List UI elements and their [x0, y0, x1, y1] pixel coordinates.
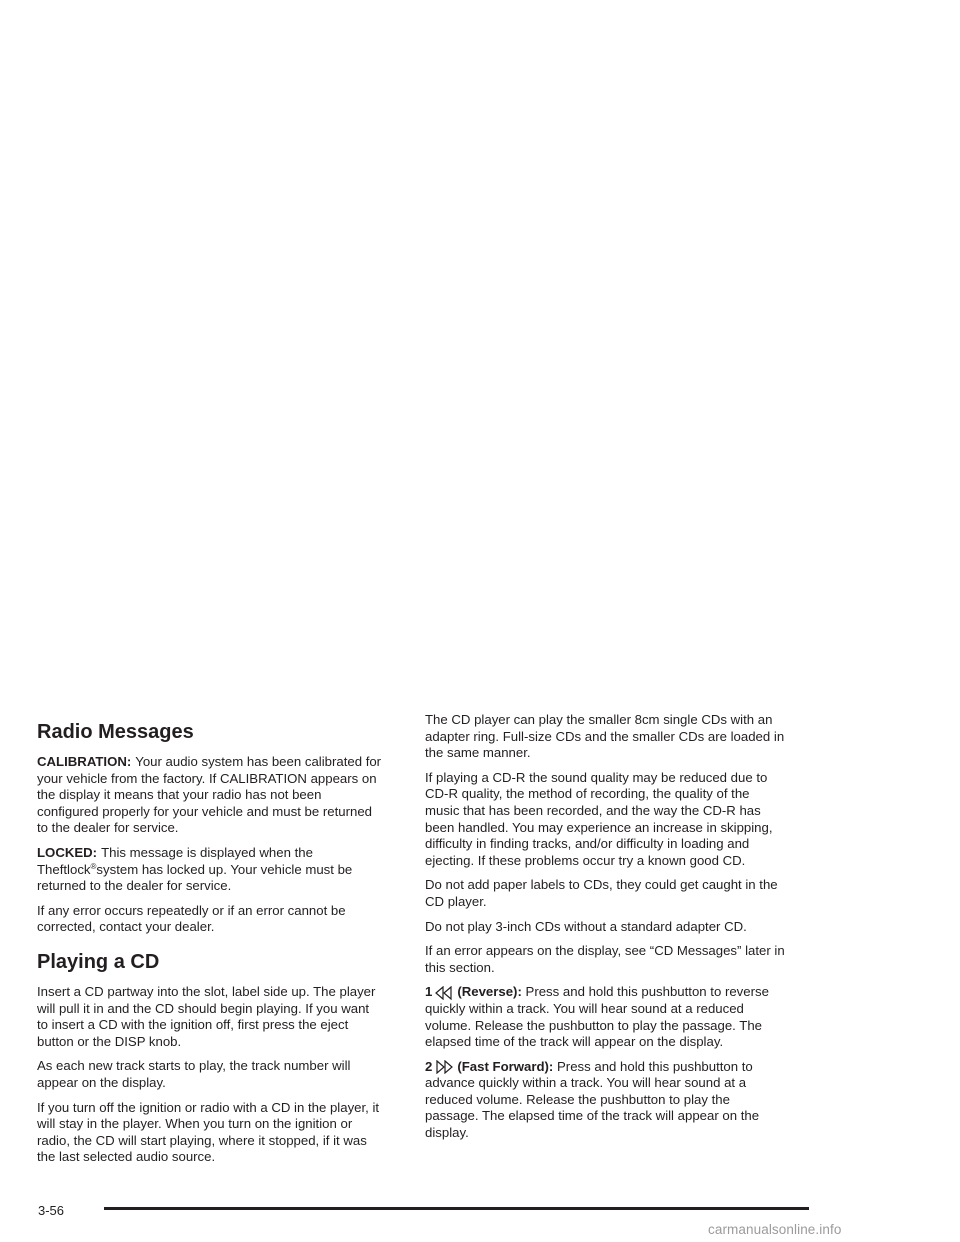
- reverse-control: [425, 984, 522, 1001]
- track-number-paragraph: As each new track starts to play, the track number will appear on the display.: [37, 1058, 351, 1090]
- fast-forward-label: (Fast Forward):: [457, 1058, 554, 1074]
- left-column: [37, 712, 382, 1174]
- playing-cd-heading: Playing a CD: [37, 950, 160, 973]
- locked-text-after: system has locked up. Your vehicle must be returned to the dealer for service.: [37, 861, 353, 894]
- locked-text-before: This message is displayed when the Theftlock: [37, 844, 313, 877]
- calibration-paragraph: [37, 754, 382, 837]
- reverse-label: (Reverse):: [457, 984, 522, 1000]
- registered-mark: ®: [90, 861, 97, 871]
- reverse-icon: [435, 986, 453, 1000]
- reverse-number: 1: [425, 984, 433, 1000]
- fast-forward-number: 2: [425, 1058, 433, 1074]
- page-number: 3-56: [38, 1203, 65, 1218]
- watermark: carmanualsonline.info: [708, 1222, 842, 1237]
- footer-rule: [104, 1207, 809, 1210]
- fast-forward-paragraph: [425, 1059, 785, 1142]
- fast-forward-icon: [435, 1060, 453, 1074]
- right-column: [425, 712, 785, 1150]
- ignition-off-paragraph: If you turn off the ignition or radio with a CD in the player, it will stay in the player. When you turn on the ignition or radio, the CD will start playing, where it stopped, if it was the last selected audio source.: [37, 1099, 380, 1165]
- fast-forward-control: [425, 1059, 553, 1076]
- error-paragraph: If any error occurs repeatedly or if an error cannot be corrected, contact your dealer.: [37, 902, 346, 935]
- radio-messages-heading: Radio Messages: [37, 721, 194, 743]
- reverse-paragraph: [425, 984, 785, 1050]
- cd-messages-paragraph: If an error appears on the display, see “CD Messages” later in this section.: [425, 943, 785, 975]
- calibration-text: Your audio system has been calibrated for your vehicle from the factory. If CALIBRATION appears on the display it means that your radio has not been configured properly for your vehicle and must be returned to the dealer for service.: [37, 754, 382, 836]
- fast-forward-text: Press and hold this pushbutton to advance quickly within a track. You will hear sound at a reduced volume. Release the pushbutton to play the passage. The elapsed time of the track will appear on the display.: [425, 1058, 760, 1141]
- insert-cd-paragraph: Insert a CD partway into the slot, label side up. The player will pull it in and the CD should begin playing. If you want to insert a CD with the ignition off, first press the eject button or the DISP knob.: [37, 983, 376, 1049]
- cd-r-paragraph: If playing a CD-R the sound quality may be reduced due to CD-R quality, the method of recording, the quality of the music that has been recorded, and the way the CD-R has been handled. You may experience an increase in skipping, difficulty in finding tracks, and/or difficulty in loading and ejecting. If these problems occur try a known good CD.: [425, 769, 773, 868]
- calibration-label: CALIBRATION:: [37, 754, 132, 769]
- locked-label: LOCKED:: [37, 844, 98, 860]
- adapter-paragraph: Do not play 3-inch CDs without a standard adapter CD.: [425, 918, 747, 934]
- locked-paragraph: [37, 845, 382, 895]
- reverse-text: Press and hold this pushbutton to reverse quickly within a track. You will hear sound at a reduced volume. Release the pushbutton to play the passage. The elapsed time of the track will appear on the display.: [425, 984, 769, 1050]
- paper-labels-paragraph: Do not add paper labels to CDs, they could get caught in the CD player.: [425, 877, 778, 909]
- cd-size-paragraph: The CD player can play the smaller 8cm single CDs with an adapter ring. Full-size CDs and the smaller CDs are loaded in the same manner.: [425, 712, 785, 761]
